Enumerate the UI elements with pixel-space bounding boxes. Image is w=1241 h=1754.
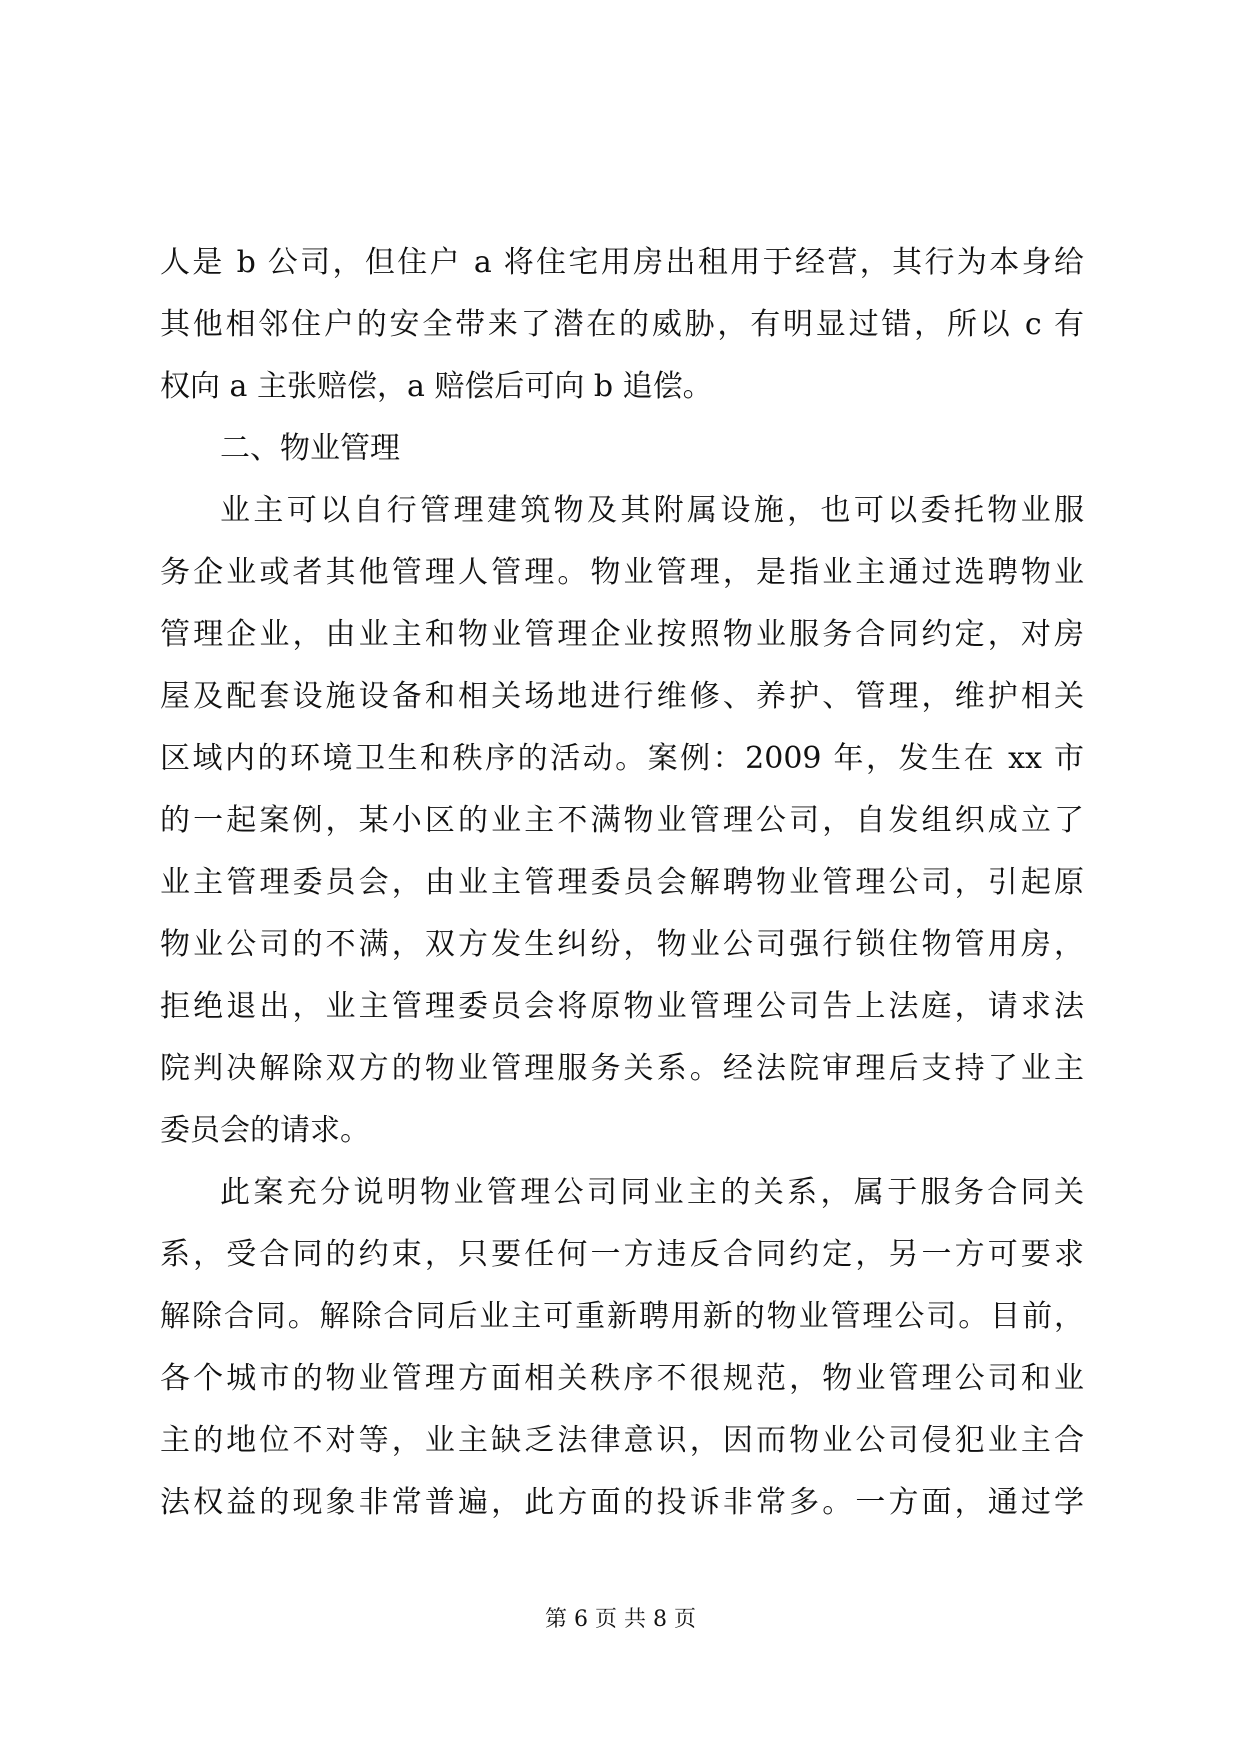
page-number-footer: 第 6 页 共 8 页 [545,1607,696,1632]
text-line: 业主可以自行管理建筑物及其附属设施，也可以委托物业服 [220,493,1084,528]
text-line: 区域内的环境卫生和秩序的活动。案例：2009 年，发生在 xx 市 [160,741,1084,776]
text-line: 委员会的请求。 [160,1113,370,1148]
text-line: 此案充分说明物业管理公司同业主的关系，属于服务合同关 [220,1175,1084,1210]
text-line: 法权益的现象非常普遍，此方面的投诉非常多。一方面，通过学 [160,1485,1084,1520]
text-line: 权向 a 主张赔偿，a 赔偿后可向 b 追偿。 [160,369,713,404]
text-line: 业主管理委员会，由业主管理委员会解聘物业管理公司，引起原 [160,865,1084,900]
text-line: 物业公司的不满，双方发生纠纷，物业公司强行锁住物管用房， [160,927,1084,962]
text-line: 系，受合同的约束，只要任何一方违反合同约定，另一方可要求 [160,1237,1084,1272]
text-line: 的一起案例，某小区的业主不满物业管理公司，自发组织成立了 [160,803,1084,838]
text-line: 其他相邻住户的安全带来了潜在的威胁，有明显过错，所以 c 有 [160,307,1084,342]
document-body [160,232,1084,1534]
text-line: 拒绝退出，业主管理委员会将原物业管理公司告上法庭，请求法 [160,989,1084,1024]
text-line: 务企业或者其他管理人管理。物业管理，是指业主通过选聘物业 [160,555,1084,590]
text-line: 人是 b 公司，但住户 a 将住宅用房出租用于经营，其行为本身给 [160,245,1084,280]
text-line: 管理企业，由业主和物业管理企业按照物业服务合同约定，对房 [160,617,1084,652]
text-line: 主的地位不对等，业主缺乏法律意识，因而物业公司侵犯业主合 [160,1423,1084,1458]
text-line: 解除合同。解除合同后业主可重新聘用新的物业管理公司。目前， [160,1299,1084,1334]
text-line: 院判决解除双方的物业管理服务关系。经法院审理后支持了业主 [160,1051,1084,1086]
text-line: 屋及配套设施设备和相关场地进行维修、养护、管理，维护相关 [160,679,1084,714]
section-heading: 二、物业管理 [220,431,400,466]
text-line: 各个城市的物业管理方面相关秩序不很规范，物业管理公司和业 [160,1361,1084,1396]
